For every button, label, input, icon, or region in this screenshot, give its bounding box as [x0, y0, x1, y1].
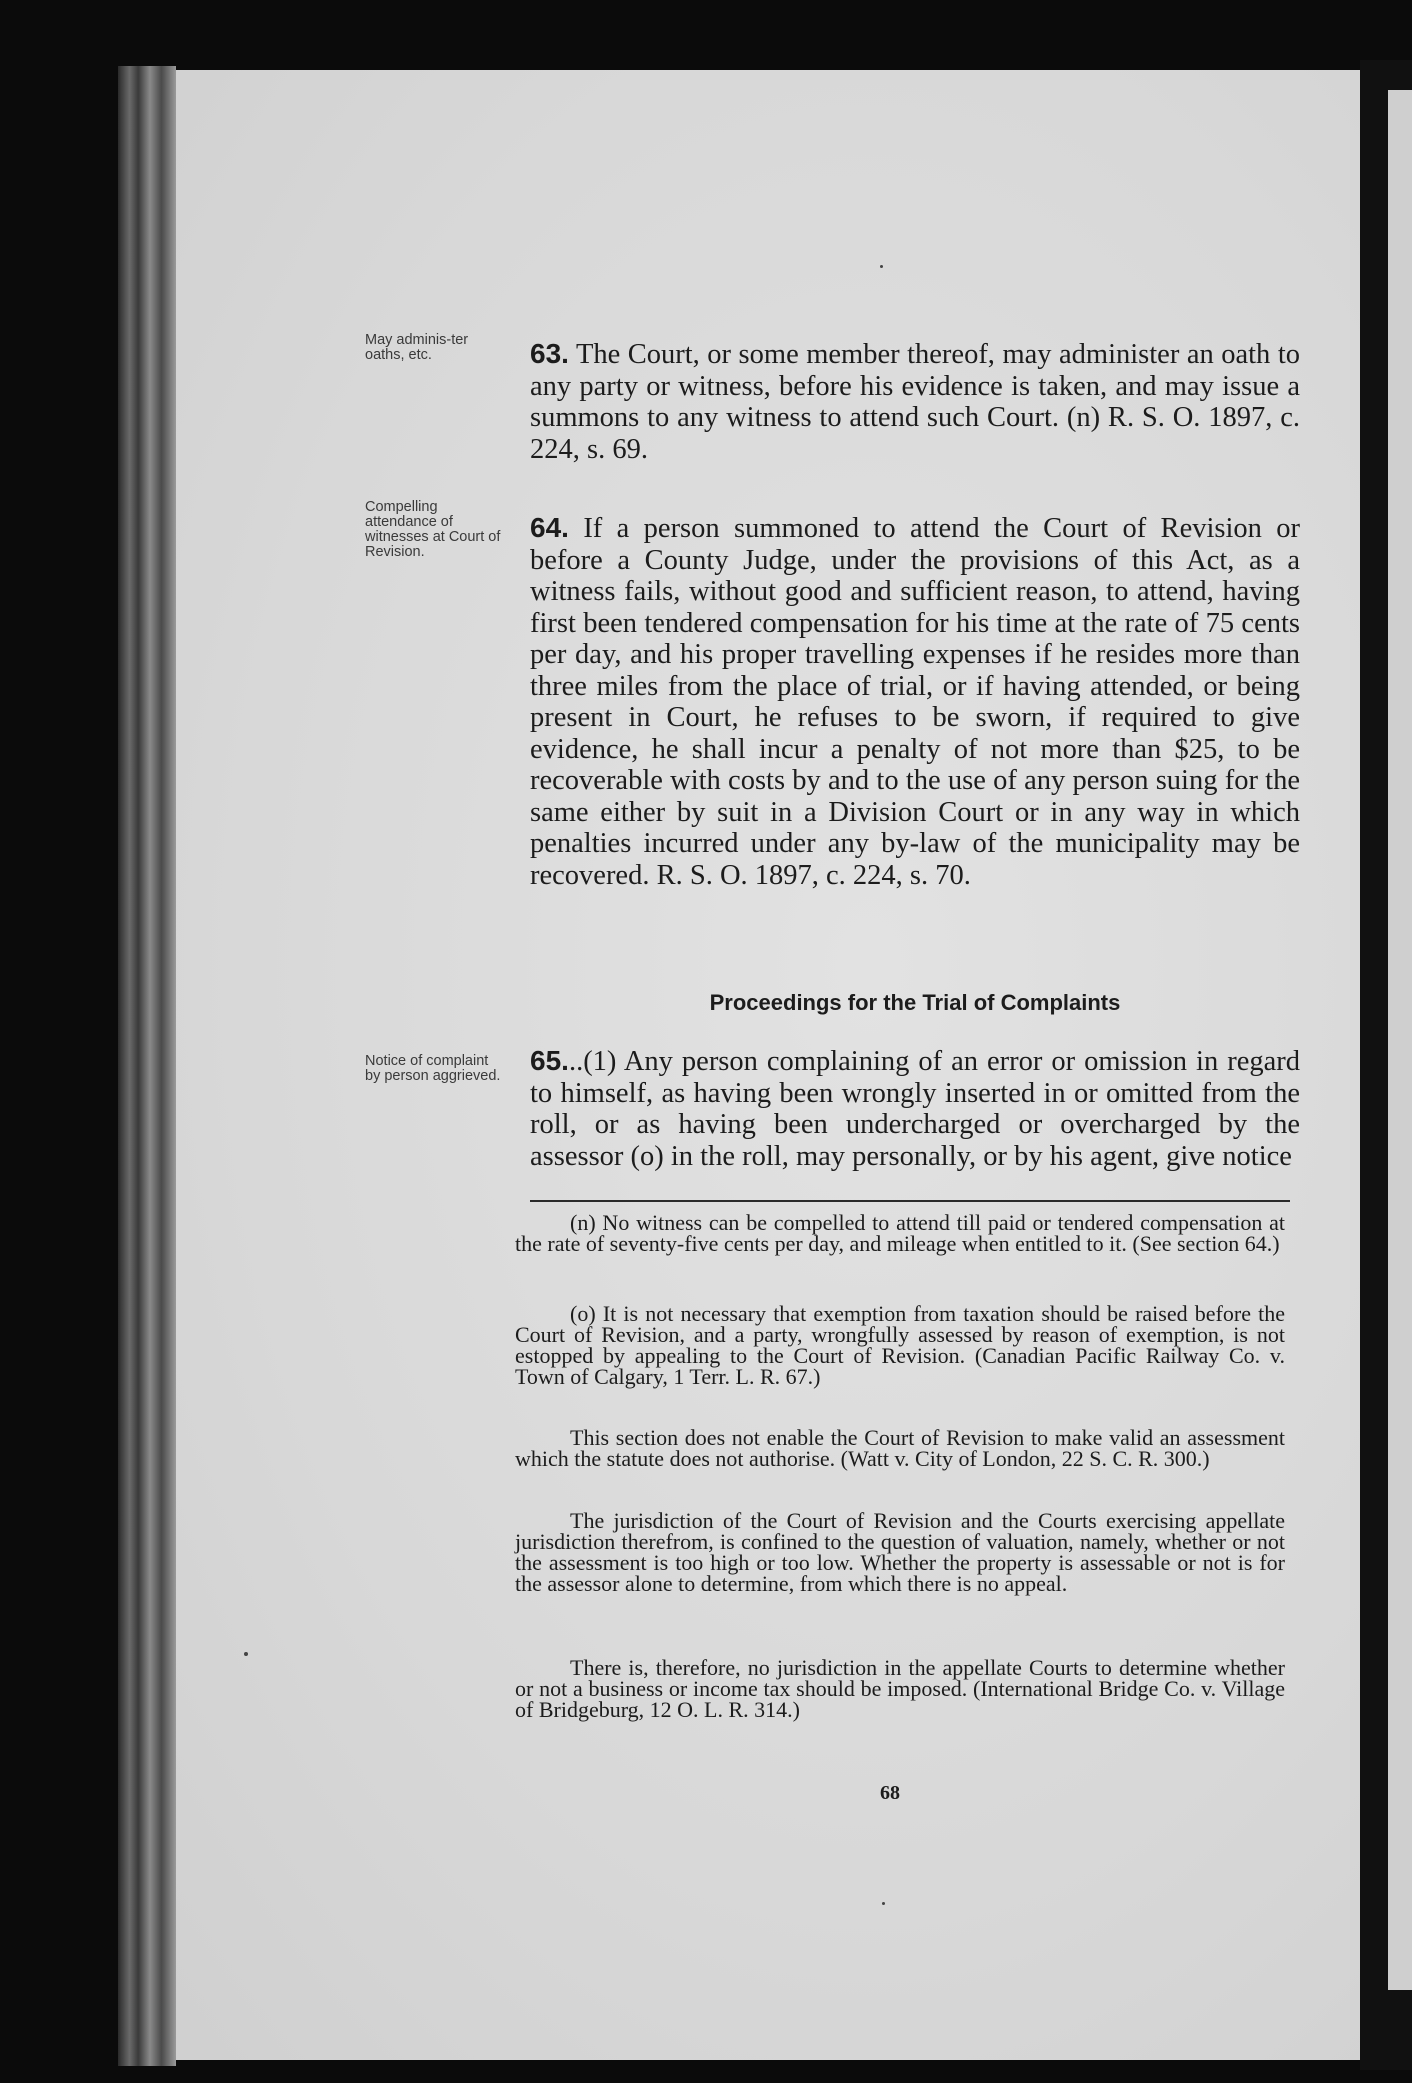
- section-64: [530, 512, 1300, 891]
- section-text: If a person summoned to attend the Court of Revision or before a County Judge, under the provisions of this Act, as a witness fails, without good and sufficient reason, to attend, having first been tendered compensation for his time at the rate of 75 cents per day, and his proper travelling expenses if he resides more than three miles from the place of trial, or if having attended, or being present in Court, he refuses to be sworn, if required to give evidence, he shall incur a penalty of not more than $25, to be recoverable with costs by and to the use of any person suing for the same either by suit in a Division Court or in any way in which penalties incurred under any by-law of the municipality may be recovered. R. S. O. 1897, c. 224, s. 70.: [530, 513, 1300, 891]
- section-number: 64.: [530, 512, 569, 543]
- section-heading: Proceedings for the Trial of Complaints: [709, 990, 1121, 1015]
- footnote-o-3: The jurisdiction of the Court of Revision and the Courts exercising appellate jurisdiction therefrom, is confined to the question of valuation, namely, whether or not the assessment is too high or too low. Whether the property is assessable or not is for the assessor alone to determine, from which there is no appeal.: [515, 1508, 1285, 1596]
- page-number: 68: [880, 1782, 900, 1804]
- margin-note-63: May adminis-ter oaths, etc.: [365, 332, 469, 363]
- section-text: The Court, or some member thereof, may administer an oath to any party or witness, before his evidence is taken, and may issue a summons to any witness to attend such Court. (n) R. S. O. 1897, c. 224, s. 69.: [530, 339, 1300, 465]
- margin-note-65: Notice of complaint by person aggrieved.: [365, 1053, 501, 1084]
- section-text: ..(1) Any person complaining of an error or omission in regard to himself, as having been wrongly inserted in or omitted from the roll, or as having been undercharged or overcharged by the assessor (o) in the roll, may personally, or by his agent, give notice: [530, 1046, 1300, 1172]
- facing-page-edge: [1388, 90, 1412, 1990]
- paper-speck: [882, 1902, 885, 1905]
- section-65: [530, 1045, 1300, 1172]
- footnote-o-1: (o) It is not necessary that exemption from taxation should be raised before the Court of Revision, and a party, wrongfully assessed by reason of exemption, is not estopped by appealing to the Court of Revision. (Canadian Pacific Railway Co. v. Town of Calgary, 1 Terr. L. R. 67.): [515, 1301, 1285, 1389]
- footnote-o-2: This section does not enable the Court of Revision to make valid an assessment which the statute does not authorise. (Watt v. City of London, 22 S. C. R. 300.): [515, 1425, 1285, 1471]
- paper-speck: [880, 265, 883, 268]
- footnote-o-4: There is, therefore, no jurisdiction in the appellate Courts to determine whether or not a business or income tax should be imposed. (International Bridge Co. v. Village of Bridgeburg, 12 O. L. R. 314.): [515, 1655, 1285, 1722]
- book-binding: [118, 66, 176, 2066]
- section-63: [530, 338, 1300, 465]
- section-number: 65.: [530, 1045, 569, 1076]
- margin-note-64: Compelling attendance of witnesses at Court of Revision.: [365, 499, 501, 560]
- footnote-rule: [530, 1200, 1290, 1202]
- section-number: 63.: [530, 338, 569, 369]
- footnote-n: (n) No witness can be compelled to attend till paid or tendered compensation at the rate of seventy-five cents per day, and mileage when entitled to it. (See section 64.): [515, 1210, 1285, 1256]
- paper-speck: [244, 1652, 248, 1656]
